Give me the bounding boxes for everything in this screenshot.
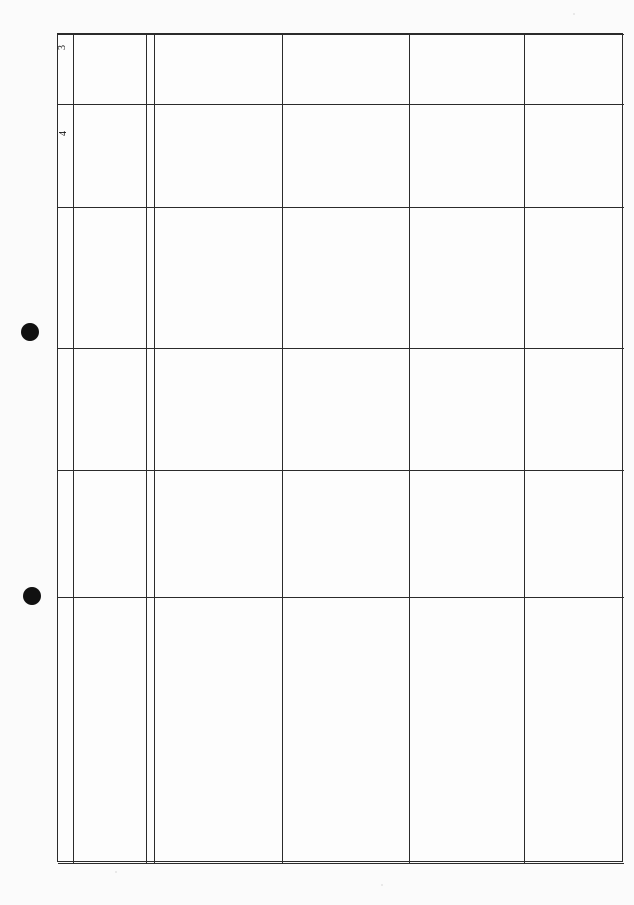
rotated-document-table [57, 33, 623, 862]
punch-hole-marker [21, 323, 39, 341]
row-4-category-cell [76, 102, 144, 467]
row-4-requirement-cell [285, 342, 405, 467]
row-3-requirement-cell [285, 34, 405, 100]
scan-speck [381, 884, 383, 886]
row-3-category-cell [76, 30, 144, 100]
row-4-document-cell [157, 342, 279, 467]
row-number-3: 3 [57, 45, 68, 50]
table-divider [58, 597, 624, 598]
scan-speck [573, 13, 575, 15]
table-divider [409, 470, 410, 863]
table-divider [146, 34, 147, 863]
row-number-4: 4 [58, 131, 69, 136]
table-divider [154, 34, 155, 863]
row-3-instructions-cell [527, 34, 621, 100]
row-3-document-cell [157, 34, 279, 100]
row-4-second-instructions-cell [527, 609, 621, 859]
table-divider [58, 863, 624, 864]
scan-speck [115, 871, 117, 873]
punch-hole-marker [23, 587, 41, 605]
table-divider [282, 470, 283, 863]
row-4-provision-cell [412, 342, 522, 467]
row-3-provision-cell [412, 34, 522, 100]
row-4-instructions-cell [527, 342, 621, 467]
row-4-second-document-cell [157, 609, 279, 859]
row-4-second-requirement-cell [285, 609, 405, 859]
row-4-second-provision-cell [412, 609, 522, 859]
table-divider [58, 470, 624, 471]
table-divider [524, 34, 525, 863]
table-divider [73, 34, 74, 863]
